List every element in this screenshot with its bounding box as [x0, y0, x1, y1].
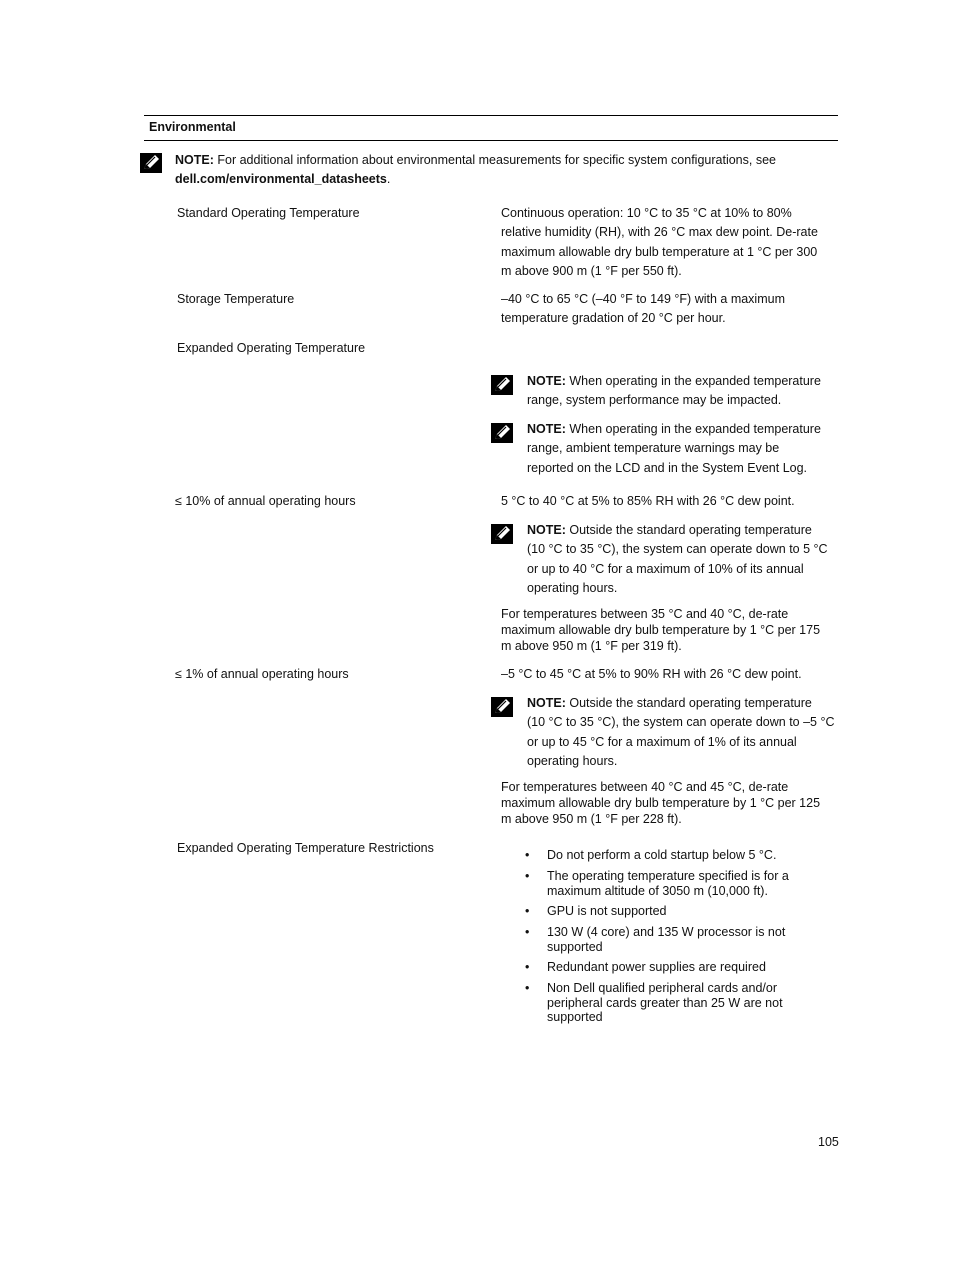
section-bottom-rule [144, 140, 838, 141]
text-line: 130 W (4 core) and 135 W processor is not [547, 925, 786, 939]
bullet-icon: • [525, 981, 530, 995]
list-item [525, 869, 847, 898]
pencil-note-icon [491, 375, 513, 395]
bullet-icon: • [525, 904, 530, 918]
text-line: Non Dell qualified peripheral cards and/or [547, 981, 777, 995]
pencil-note-icon [491, 524, 513, 544]
ten-percent-label: ≤ 10% of annual operating hours [175, 494, 356, 508]
top-note [175, 151, 835, 190]
list-item [525, 981, 847, 1025]
text-line: or up to 40 °C for a maximum of 10% of its annual [527, 561, 804, 576]
note-text: For additional information about environmental measurements for specific system configurations, see [213, 153, 776, 167]
text-line: m above 950 m (1 °F per 319 ft). [501, 638, 682, 653]
text-line: GPU is not supported [547, 904, 667, 918]
ten-percent-derate [501, 607, 841, 654]
one-percent-label: ≤ 1% of annual operating hours [175, 667, 349, 681]
list-item [525, 960, 847, 975]
section-top-rule [144, 115, 838, 116]
text-line: Outside the standard operating temperature [565, 523, 812, 537]
page-number: 105 [818, 1135, 839, 1149]
note-trailing: . [386, 172, 391, 187]
restrictions-label: Expanded Operating Temperature Restrictions [177, 841, 434, 855]
expanded-note-1 [527, 372, 847, 411]
ten-percent-value: 5 °C to 40 °C at 5% to 85% RH with 26 °C dew point. [501, 494, 795, 508]
datasheets-link[interactable]: dell.com/environmental_datasheets [175, 172, 387, 187]
text-line: operating hours. [527, 581, 618, 596]
text-line: peripheral cards greater than 25 W are not [547, 995, 783, 1010]
text-line: reported on the LCD and in the System Event Log. [527, 460, 808, 475]
expanded-note-2 [527, 420, 847, 478]
note-label: NOTE: [527, 523, 566, 537]
text-line: supported [547, 939, 603, 954]
note-label: NOTE: [175, 153, 214, 167]
expanded-temp-label: Expanded Operating Temperature [177, 341, 366, 355]
pencil-note-icon [491, 423, 513, 443]
text-line: Redundant power supplies are required [547, 960, 766, 974]
storage-temp-label: Storage Temperature [177, 292, 295, 306]
standard-temp-label: Standard Operating Temperature [177, 206, 360, 220]
text-line: range, ambient temperature warnings may be [527, 441, 780, 456]
bullet-icon: • [525, 869, 530, 883]
list-item [525, 848, 847, 863]
text-line: (10 °C to 35 °C), the system can operate down to 5 °C [527, 542, 828, 557]
bullet-icon: • [525, 848, 530, 862]
one-percent-note [527, 694, 847, 772]
text-line: maximum allowable dry bulb temperature by 1 °C per 125 [501, 795, 821, 810]
one-percent-derate [501, 780, 841, 827]
text-line: operating hours. [527, 754, 618, 769]
text-line: supported [547, 1010, 603, 1024]
text-line: The operating temperature specified is for a [547, 869, 789, 883]
bullet-icon: • [525, 925, 530, 939]
text-line: Continuous operation: 10 °C to 35 °C at 10% to 80% [501, 206, 792, 220]
standard-temp-value [501, 204, 841, 282]
pencil-note-icon [491, 697, 513, 717]
text-line: –40 °C to 65 °C (–40 °F to 149 °F) with a maximum [501, 292, 785, 306]
text-line: m above 900 m (1 °F per 550 ft). [501, 264, 682, 279]
text-line: maximum altitude of 3050 m (10,000 ft). [547, 883, 768, 898]
text-line: (10 °C to 35 °C), the system can operate down to –5 °C [527, 715, 835, 730]
text-line: For temperatures between 35 °C and 40 °C, de-rate [501, 607, 789, 621]
restrictions-list [525, 848, 847, 1038]
bullet-icon: • [525, 960, 530, 974]
text-line: When operating in the expanded temperature [565, 374, 821, 388]
text-line: m above 950 m (1 °F per 228 ft). [501, 811, 682, 826]
text-line: Outside the standard operating temperature [565, 696, 812, 710]
text-line: When operating in the expanded temperature [565, 422, 821, 436]
text-line: or up to 45 °C for a maximum of 1% of its annual [527, 734, 797, 749]
pencil-note-icon [140, 153, 162, 173]
text-line: range, system performance may be impacted. [527, 393, 782, 408]
text-line: maximum allowable dry bulb temperature at 1 °C per 300 [501, 244, 818, 259]
list-item [525, 904, 847, 919]
storage-temp-value [501, 290, 841, 329]
ten-percent-note [527, 521, 847, 599]
text-line: For temperatures between 40 °C and 45 °C, de-rate [501, 780, 789, 794]
text-line: maximum allowable dry bulb temperature by 1 °C per 175 [501, 622, 821, 637]
note-label: NOTE: [527, 696, 566, 710]
note-label: NOTE: [527, 374, 566, 388]
list-item [525, 925, 847, 954]
one-percent-value: –5 °C to 45 °C at 5% to 90% RH with 26 °C dew point. [501, 667, 802, 681]
text-line: temperature gradation of 20 °C per hour. [501, 311, 726, 326]
section-title: Environmental [149, 120, 236, 134]
text-line: relative humidity (RH), with 26 °C max dew point. De-rate [501, 225, 818, 240]
note-label: NOTE: [527, 422, 566, 436]
text-line: Do not perform a cold startup below 5 °C. [547, 848, 777, 862]
